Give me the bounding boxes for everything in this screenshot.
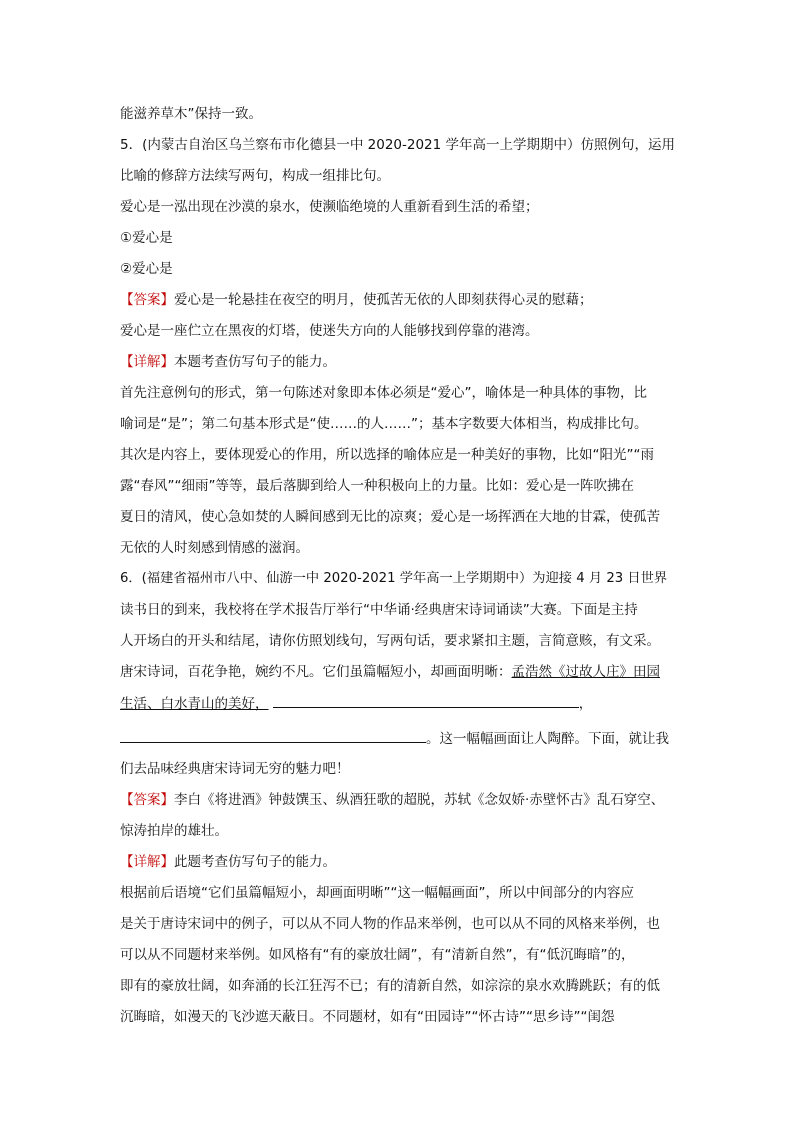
- question-6-stem-cont: 人开场白的开头和结尾，请你仿照划线句，写两句话，要求紧扣主题，言简意赅，有文采。: [120, 633, 660, 649]
- passage-tail: 。这一幅幅画面让人陶醉。下面，就让我: [426, 731, 669, 747]
- detail-paragraph-line: 沉晦暗，如漫天的飞沙遮天蔽日。不同题材，如有“田园诗”“怀古诗”“思乡诗”“闺怨: [120, 1009, 615, 1025]
- answer-blank[interactable]: [120, 728, 426, 743]
- underlined-example: 孟浩然《过故人庄》田园: [511, 664, 660, 680]
- detail-paragraph-line: 是关于唐诗宋词中的例子，可以从不同人物的作品来举例，也可以从不同的风格来举例，也: [120, 916, 660, 932]
- question-6-passage-cont: [120, 693, 592, 714]
- question-5-example: 爱心是一泓出现在沙漠的泉水，使濒临绝境的人重新看到生活的希望；: [120, 199, 539, 215]
- answer-tag: 【答案】: [120, 292, 174, 308]
- detail-paragraph-line: 即有的豪放壮阔，如奔涌的长江狂泻不已；有的清新自然，如淙淙的泉水欢腾跳跃；有的低: [120, 978, 660, 994]
- passage-text: 唐宋诗词，百花争艳，婉约不凡。它们虽篇幅短小，却画面明晰：: [120, 664, 512, 680]
- underlined-example-cont: 生活、白水青山的美好，: [120, 696, 269, 712]
- detail-paragraph-line: 露“春风”“细雨”等等，最后落脚到给人一种积极向上的力量。比如：爱心是一阵吹拂在: [120, 478, 634, 494]
- question-6-passage-end: 们去品味经典唐宋诗词无穷的魅力吧！: [120, 761, 350, 777]
- question-5-stem-cont: 比喻的修辞方法续写两句，构成一组排比句。: [120, 168, 390, 184]
- detail-paragraph-line: 无依的人时刻感到情感的滋润。: [120, 540, 309, 556]
- answer-text-cont: 惊涛拍岸的雄壮。: [120, 823, 228, 839]
- detail-line: [120, 852, 336, 872]
- question-6-passage-cont: [120, 728, 669, 749]
- blank-comma: ，: [578, 696, 593, 712]
- question-6-stem: 6．(福建省福州市八中、仙游一中 2020-2021 学年高一上学期期中）为迎接 4 月 23 日世界: [120, 571, 668, 586]
- detail-paragraph-line: 喻词是“是”；第二句基本形式是“使……的人……”；基本字数要大体相当，构成排比句。: [120, 416, 648, 432]
- detail-tag: 【详解】: [120, 854, 174, 870]
- question-6-stem-cont: 读书日的到来，我校将在学术报告厅举行“中华诵·经典唐宋诗词诵读”大赛。下面是主持: [120, 602, 638, 618]
- detail-paragraph-line: 其次是内容上，要体现爱心的作用，所以选择的喻体应是一种美好的事物，比如“阳光”“雨: [120, 447, 654, 463]
- detail-paragraph-line: 根据前后语境“它们虽篇幅短小，却画面明晰”“这一幅幅画面”，所以中间部分的内容应: [120, 885, 634, 901]
- detail-paragraph-line: 夏日的清风，使心急如焚的人瞬间感到无比的凉爽；爱心是一场挥洒在大地的甘霖，使孤苦: [120, 509, 660, 525]
- answer-line: [120, 290, 593, 310]
- question-5-stem: 5．(内蒙古自治区乌兰察布市化德县一中 2020-2021 学年高一上学期期中）仿照例句，运用: [120, 137, 676, 153]
- detail-paragraph-line: 首先注意例句的形式，第一句陈述对象即本体必须是“爱心”，喻体是一种具体的事物，比: [120, 385, 647, 401]
- detail-paragraph-line: 可以从不同题材来举例。如风格有“有的豪放壮阔”，有“清新自然”，有“低沉晦暗”的，: [120, 947, 635, 963]
- detail-tag: 【详解】: [120, 354, 174, 370]
- answer-text: 爱心是一轮悬挂在夜空的明月，使孤苦无依的人即刻获得心灵的慰藉；: [174, 292, 593, 308]
- text-line: 能滋养草木”保持一致。: [120, 106, 262, 122]
- answer-line: [120, 790, 664, 810]
- detail-text: 此题考查仿写句子的能力。: [174, 854, 336, 870]
- answer-blank[interactable]: [273, 693, 579, 708]
- answer-text: 李白《将进酒》钟鼓馔玉、纵酒狂歌的超脱，苏轼《念奴娇·赤壁怀古》乱石穿空、: [174, 792, 665, 808]
- answer-tag: 【答案】: [120, 792, 174, 808]
- question-5-item-2: ②爱心是: [120, 261, 173, 277]
- detail-text: 本题考查仿写句子的能力。: [174, 354, 336, 370]
- answer-text-cont: 爱心是一座伫立在黑夜的灯塔，使迷失方向的人能够找到停靠的港湾。: [120, 323, 539, 339]
- question-5-item-1: ①爱心是: [120, 230, 173, 246]
- question-6-passage: [120, 662, 660, 682]
- detail-line: [120, 352, 336, 372]
